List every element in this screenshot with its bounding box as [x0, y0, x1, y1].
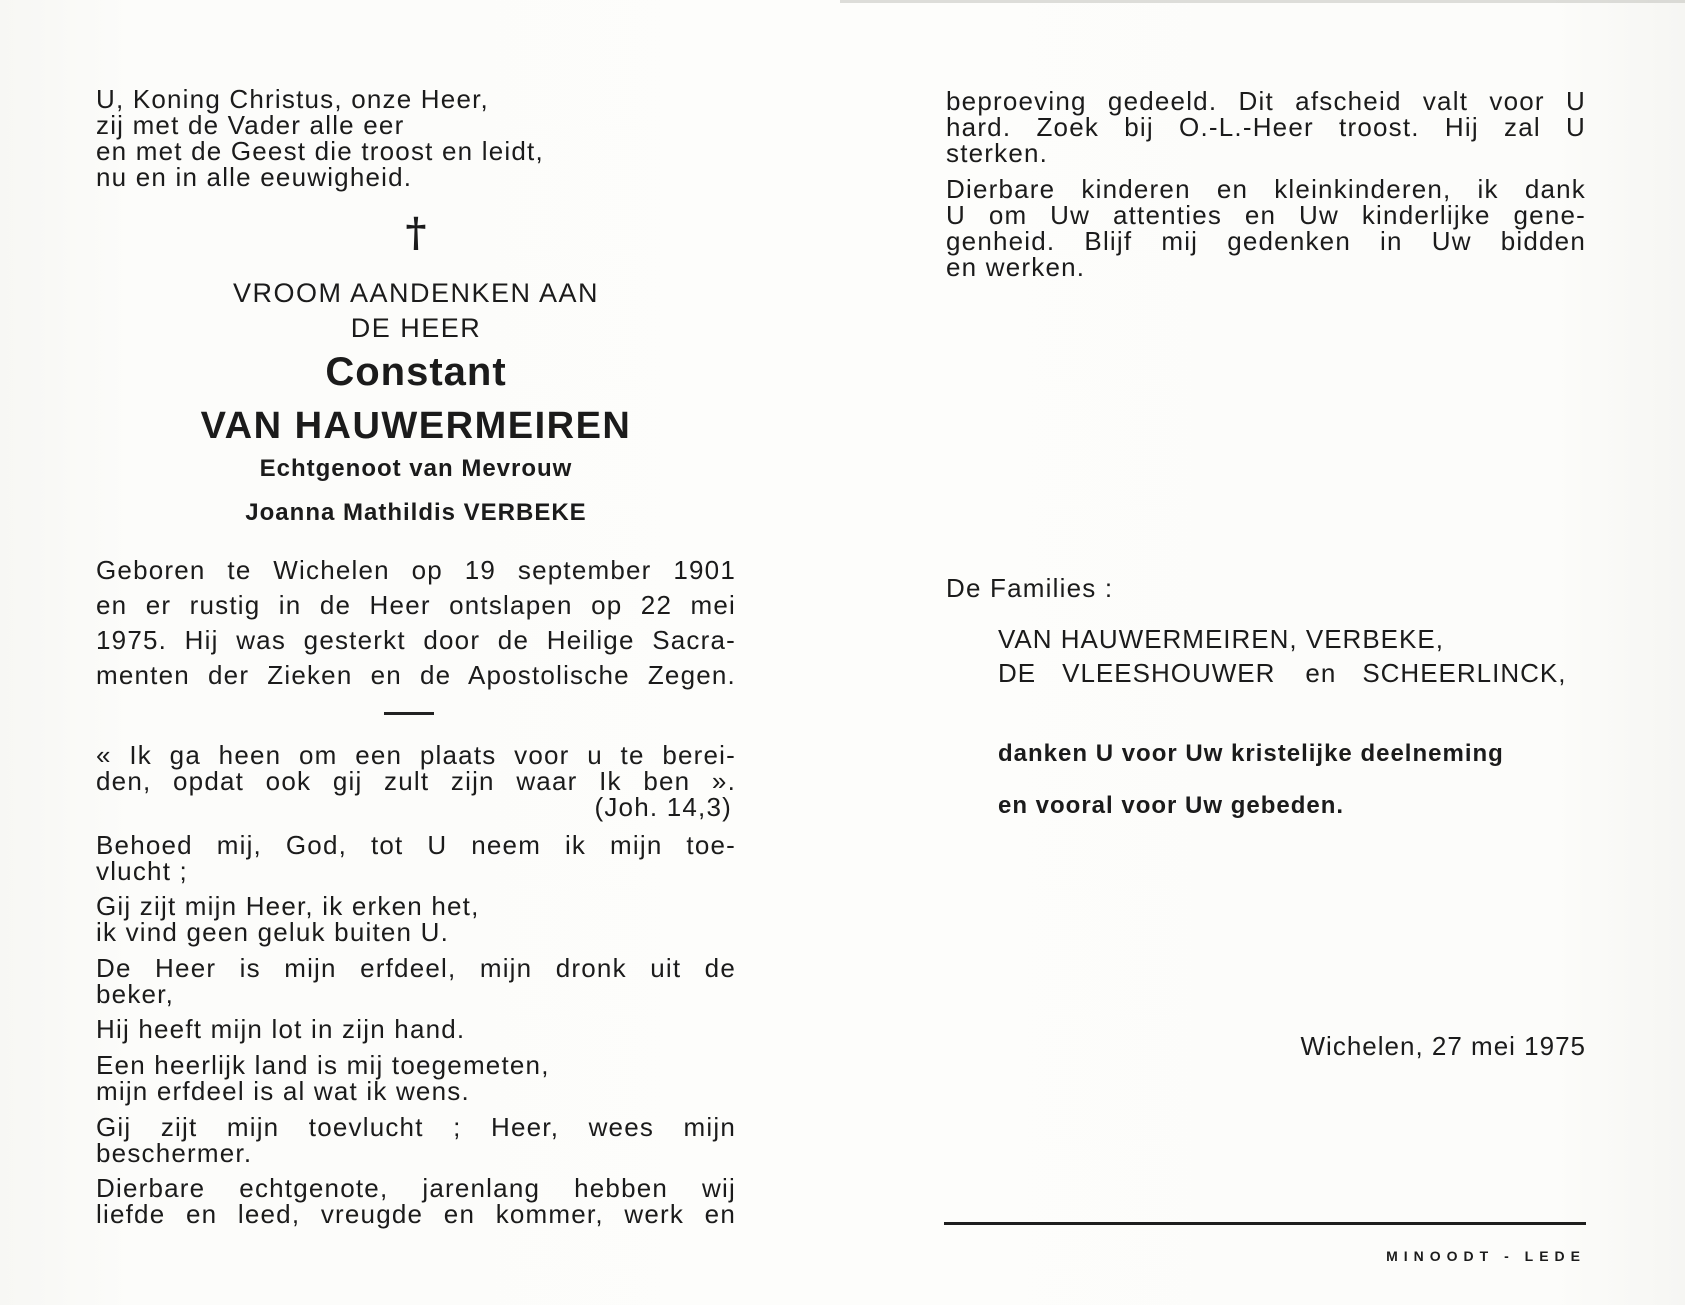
card-edge — [840, 0, 1685, 3]
psalm-line: De Heer is mijn erfdeel, mijn dronk uit de — [96, 953, 736, 983]
bio-line: 1975. Hij was gesterkt door de Heilige Sacra- — [96, 625, 736, 655]
intro-line: VROOM AANDENKEN AAN — [232, 278, 600, 308]
psalm-stanza — [96, 1016, 736, 1042]
verse-line: en met de Geest die troost en leidt, — [96, 136, 544, 166]
separator-dash — [384, 712, 434, 715]
family-name: VLEESHOUWER — [1062, 658, 1276, 688]
farewell-line: Dierbare echtgenote, jarenlang hebben wij — [96, 1173, 736, 1203]
thanks-line: en vooral voor Uw gebeden. — [998, 792, 1345, 819]
families-names: VAN HAUWERMEIREN, VERBEKE, — [998, 624, 1444, 654]
psalm-stanza — [96, 1114, 736, 1166]
children-line: U om Uw attenties en Uw kinderlijke gene- — [946, 200, 1586, 230]
bio-line: en er rustig in de Heer ontslapen op 22 mei — [96, 590, 736, 620]
cross-icon: † — [405, 209, 427, 256]
deceased-surname: VAN HAUWERMEIREN — [200, 405, 632, 447]
children-line: Dierbare kinderen en kleinkinderen, ik dank — [946, 174, 1586, 204]
deceased-first-name: Constant — [325, 350, 507, 394]
verse-line: U, Koning Christus, onze Heer, — [96, 84, 489, 114]
scripture-citation: (Joh. 14,3) — [594, 792, 732, 822]
farewell-paragraph — [96, 1175, 736, 1227]
psalm-stanza — [96, 955, 736, 1007]
verse-line: zij met de Vader alle eer — [96, 110, 405, 140]
family-name: DE — [998, 658, 1037, 688]
psalm-line: Behoed mij, God, tot U neem ik mijn toe- — [96, 830, 736, 860]
verse-line: nu en in alle eeuwigheid. — [96, 162, 413, 192]
quote-line: den, opdat ook gij zult zijn waar Ik ben ». — [96, 766, 736, 796]
bottom-rule — [944, 1222, 1586, 1225]
thanks-line: danken U voor Uw kristelijke deelneming — [998, 740, 1504, 767]
bio-line: Geboren te Wichelen op 19 september 1901 — [96, 555, 736, 585]
children-paragraph — [946, 176, 1586, 280]
psalm-line: Gij zijt mijn toevlucht ; Heer, wees mijn — [96, 1112, 736, 1142]
psalm-line: Gij zijt mijn Heer, ik erken het, — [96, 891, 480, 921]
farewell-line: hard. Zoek bij O.-L.-Heer troost. Hij zal U — [946, 112, 1586, 142]
psalm-line: ik vind geen geluk buiten U. — [96, 917, 450, 947]
psalm-stanza — [96, 832, 736, 884]
children-line: genheid. Blijf mij gedenken in Uw bidden — [946, 226, 1586, 256]
biography — [96, 553, 736, 693]
psalm-line: mijn erfdeel is al wat ik wens. — [96, 1076, 470, 1106]
farewell-line: liefde en leed, vreugde en kommer, werk en — [96, 1199, 736, 1229]
psalm-line: Een heerlijk land is mij toegemeten, — [96, 1050, 550, 1080]
spouse-line: Echtgenoot van Mevrouw — [259, 455, 573, 482]
psalm-line: Hij heeft mijn lot in zijn hand. — [96, 1014, 466, 1044]
psalm-stanza — [96, 1052, 736, 1104]
family-name: SCHEERLINCK, — [1362, 658, 1567, 688]
opening-verse — [96, 86, 736, 190]
families-names — [998, 658, 1566, 688]
scripture-quote — [96, 742, 736, 794]
children-line: en werken. — [946, 252, 1086, 282]
spouse-name: Joanna Mathildis VERBEKE — [245, 499, 587, 526]
farewell-line: beproeving gedeeld. Dit afscheid valt voor U — [946, 86, 1586, 116]
psalm-line: beschermer. — [96, 1138, 253, 1168]
farewell-line: sterken. — [946, 138, 1049, 168]
quote-line: « Ik ga heen om een plaats voor u te berei- — [96, 740, 736, 770]
printer-imprint: MINOODT - LEDE — [1386, 1248, 1586, 1264]
farewell-continuation — [946, 88, 1586, 166]
intro-line: DE HEER — [350, 313, 482, 343]
place-date: Wichelen, 27 mei 1975 — [1300, 1031, 1586, 1061]
psalm-line: beker, — [96, 979, 175, 1009]
psalm-stanza — [96, 893, 736, 945]
families-label: De Families : — [946, 573, 1114, 603]
bio-line: menten der Zieken en de Apostolische Zegen. — [96, 660, 736, 690]
conjunction: en — [1305, 658, 1337, 688]
psalm-line: vlucht ; — [96, 856, 188, 886]
